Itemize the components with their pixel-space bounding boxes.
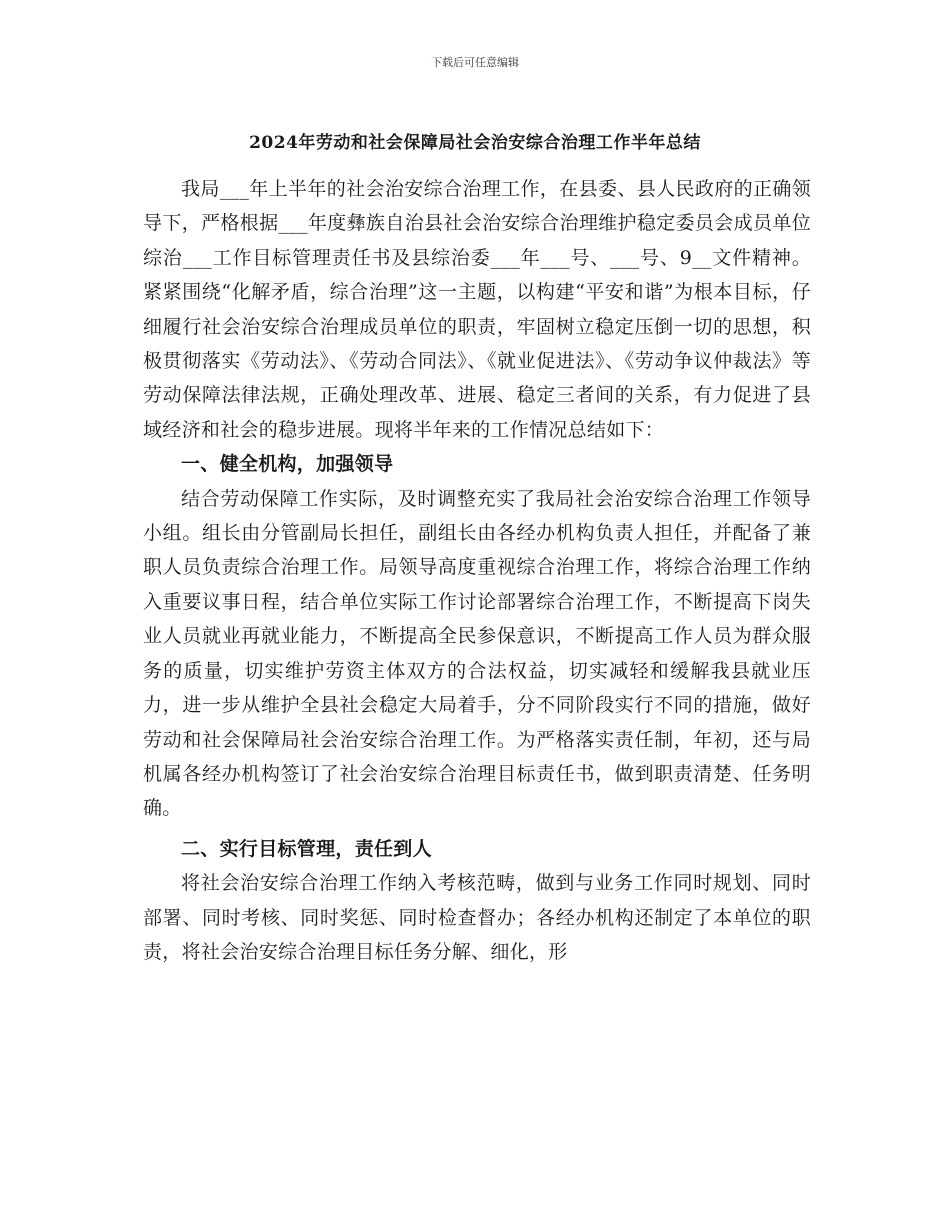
document-title: 2024年劳动和社会保障局社会治安综合治理工作半年总结 bbox=[249, 133, 701, 153]
section-2-paragraph: 将社会治安综合治理工作纳入考核范畴，做到与业务工作同时规划、同时部署、同时考核、同时奖惩、同时检查督办；各经办机构还制定了本单位的职责，将社会治安综合治理目标任务分解、细化，形 bbox=[143, 872, 811, 963]
page-header-note: 下载后可任意编辑 bbox=[431, 56, 519, 69]
section-1-heading: 一、健全机构，加强领导 bbox=[181, 453, 394, 476]
section-2-heading: 二、实行目标管理，责任到人 bbox=[181, 837, 432, 860]
document-body bbox=[143, 172, 811, 969]
section-1-paragraph: 结合劳动保障工作实际，及时调整充实了我局社会治安综合治理工作领导小组。组长由分管副局长担任，副组长由各经办机构负责人担任，并配备了兼职人员负责综合治理工作。局领导高度重视综合治理工作，将综合治理工作纳入重要议事日程，结合单位实际工作讨论部署综合治理工作，不断提高下岗失业人员就业再就业能力，不断提高全民参保意识，不断提高工作人员为群众服务的质量，切实维护劳资主体双方的合法权益，切实减轻和缓解我县就业压力，进一步从维护全县社会稳定大局着手，分不同阶段实行不同的措施，做好劳动和社会保障局社会治安综合治理工作。为严格落实责任制，年初，还与局机属各经办机构签订了社会治安综合治理目标责任书，做到职责清楚、任务明确。 bbox=[143, 487, 811, 820]
intro-paragraph: 我局___年上半年的社会治安综合治理工作，在县委、县人民政府的正确领导下，严格根据___年度彝族自治县社会治安综合治理维护稳定委员会成员单位综治___工作目标管理责任书及县综治委___年___号、___号、9__文件精神。紧紧围绕“化解矛盾，综合治理”这一主题，以构建“平安和谐”为根本目标，仔细履行社会治安综合治理成员单位的职责，牢固树立稳定压倒一切的思想，积极贯彻落实《劳动法》、《劳动合同法》、《就业促进法》、《劳动争议仲裁法》等劳动保障法律法规，正确处理改革、进展、稳定三者间的关系，有力促进了县域经济和社会的稳步进展。现将半年来的工作情况总结如下： bbox=[143, 178, 811, 441]
